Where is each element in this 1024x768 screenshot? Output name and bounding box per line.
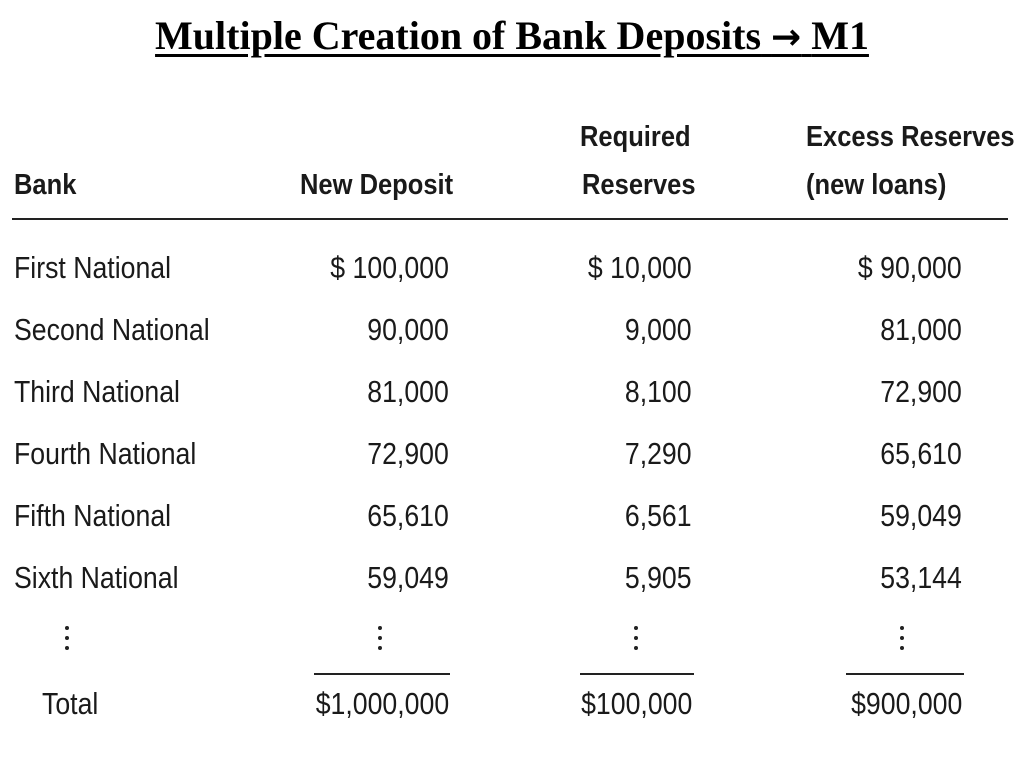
row-required-reserves: 9,000	[625, 312, 692, 347]
row-excess-reserves: 59,049	[880, 498, 962, 533]
header-divider	[12, 218, 1008, 220]
total-required-reserves: $100,000	[580, 686, 692, 721]
page-title	[0, 14, 1024, 58]
row-required-reserves: 7,290	[625, 436, 692, 471]
row-new-deposit: 72,900	[367, 436, 449, 471]
row-excess-reserves: 65,610	[880, 436, 962, 471]
deposit-table	[0, 110, 1024, 750]
sum-rule-required-reserves	[580, 673, 694, 675]
row-bank-name: First National	[14, 250, 172, 285]
arrow-icon: →	[771, 17, 802, 58]
row-required-reserves: 5,905	[625, 560, 692, 595]
row-required-reserves: 6,561	[625, 498, 692, 533]
ellipsis-excess-reserves	[897, 626, 907, 656]
header-bank: Bank	[14, 169, 77, 201]
sum-rule-excess-reserves	[846, 673, 964, 675]
header-excess-reserves-line2: (new loans)	[806, 169, 947, 201]
row-excess-reserves: 53,144	[880, 560, 962, 595]
header-required-reserves-line1: Required	[580, 121, 691, 153]
row-bank-name: Third National	[14, 374, 180, 409]
row-bank-name: Second National	[14, 312, 210, 347]
header-excess-reserves-line1: Excess Reserves	[806, 121, 1015, 153]
row-required-reserves: 8,100	[625, 374, 692, 409]
row-bank-name: Sixth National	[14, 560, 179, 595]
title-suffix: M1	[811, 13, 869, 58]
ellipsis-new-deposit	[375, 626, 385, 656]
row-excess-reserves: $ 90,000	[858, 250, 962, 285]
row-new-deposit: $ 100,000	[330, 250, 449, 285]
row-excess-reserves: 81,000	[880, 312, 962, 347]
title-main: Multiple Creation of Bank Deposits	[155, 13, 762, 58]
row-new-deposit: 65,610	[367, 498, 449, 533]
row-excess-reserves: 72,900	[880, 374, 962, 409]
row-bank-name: Fourth National	[14, 436, 197, 471]
row-new-deposit: 90,000	[367, 312, 449, 347]
row-required-reserves: $ 10,000	[588, 250, 692, 285]
title-text	[155, 13, 869, 58]
total-label: Total	[42, 686, 99, 721]
total-excess-reserves: $900,000	[850, 686, 962, 721]
row-new-deposit: 59,049	[367, 560, 449, 595]
row-new-deposit: 81,000	[367, 374, 449, 409]
ellipsis-required-reserves	[631, 626, 641, 656]
header-new-deposit: New Deposit	[300, 169, 454, 201]
ellipsis-bank	[62, 626, 72, 656]
sum-rule-new-deposit	[314, 673, 450, 675]
total-new-deposit: $1,000,000	[315, 686, 449, 721]
row-bank-name: Fifth National	[14, 498, 172, 533]
header-required-reserves-line2: Reserves	[582, 169, 696, 201]
